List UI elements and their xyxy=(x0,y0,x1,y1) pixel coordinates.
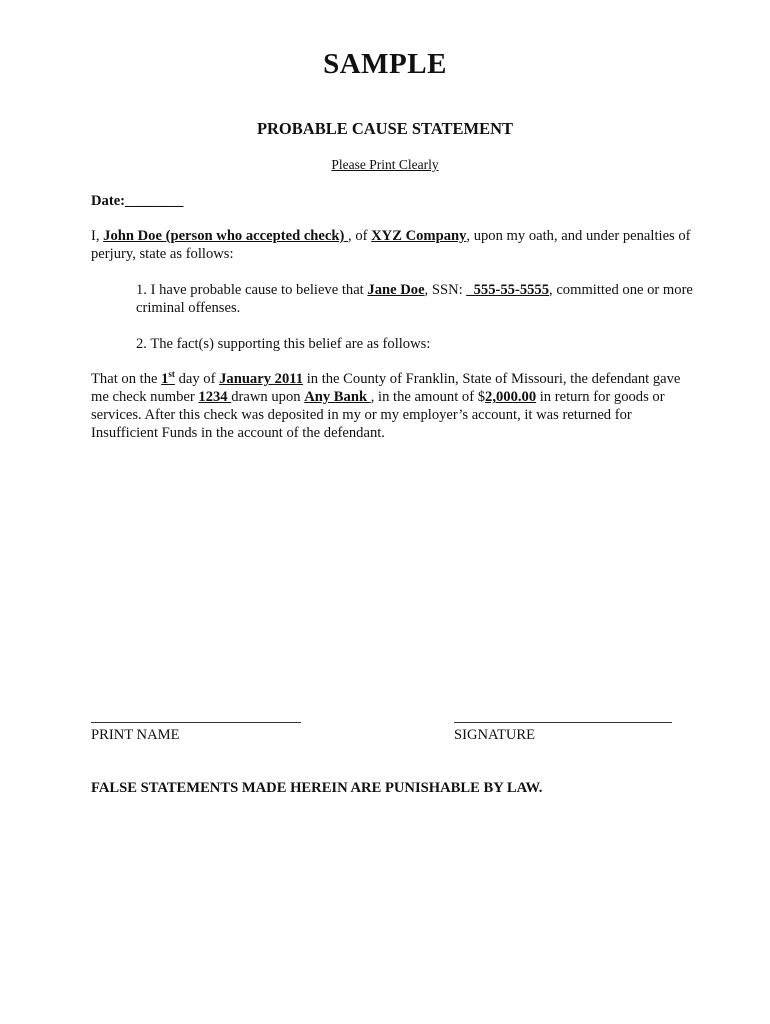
affiant-name: John Doe (person who accepted check) xyxy=(103,228,349,244)
defendant-ssn: _555-55-5555 xyxy=(466,282,550,298)
facts-heading-paragraph: 2. The fact(s) supporting this belief are as follows: xyxy=(136,336,431,352)
facts-t1: That on the xyxy=(91,371,162,387)
oath-paragraph xyxy=(91,227,691,263)
defendant-name: Jane Doe xyxy=(367,282,425,298)
facts-t6: , in the amount of $ xyxy=(370,389,486,405)
print-name-label: PRINT NAME xyxy=(91,727,180,743)
facts-t4: in the County of Franklin, State of Missouri, the defendant gave me check number xyxy=(91,371,681,405)
facts-year: 2011 xyxy=(274,371,304,387)
pc-prefix: 1. I have probable cause to believe that xyxy=(136,282,368,298)
facts-day-suffix: st xyxy=(168,369,175,380)
oath-mid: , of xyxy=(348,228,372,244)
facts-amount: 2,000.00 xyxy=(485,389,537,405)
signature-line xyxy=(454,722,672,723)
print-instruction: Please Print Clearly xyxy=(331,157,439,172)
probable-cause-paragraph xyxy=(91,281,736,317)
facts-paragraph xyxy=(91,370,691,442)
perjury-warning: FALSE STATEMENTS MADE HEREIN ARE PUNISHABLE BY LAW. xyxy=(91,780,543,796)
facts-bank: Any Bank xyxy=(304,389,371,405)
company-name: XYZ Company xyxy=(371,228,467,244)
pc-suffix: , committed one or more criminal offenses. xyxy=(136,282,693,316)
oath-prefix: I, xyxy=(91,228,104,244)
facts-t7: in return for goods or services. After this check was deposited in my or my employer’s account, it was returned for Insufficient Funds in the account of the defendant. xyxy=(91,389,665,441)
facts-check-number: 1234 xyxy=(198,389,232,405)
facts-day-number: 1 xyxy=(161,371,169,387)
pc-mid: , SSN: xyxy=(424,282,467,298)
date-field: Date:________ xyxy=(91,193,184,209)
signature-label: SIGNATURE xyxy=(454,727,536,743)
document-title: SAMPLE xyxy=(323,48,447,80)
facts-t2: day of xyxy=(174,371,220,387)
print-name-line xyxy=(91,722,301,723)
facts-month: January xyxy=(219,371,275,387)
facts-day xyxy=(161,371,175,387)
oath-suffix: , upon my oath, and under penalties of perjury, state as follows: xyxy=(91,228,691,262)
facts-t5: drawn upon xyxy=(231,389,305,405)
document-subtitle: PROBABLE CAUSE STATEMENT xyxy=(256,119,514,138)
